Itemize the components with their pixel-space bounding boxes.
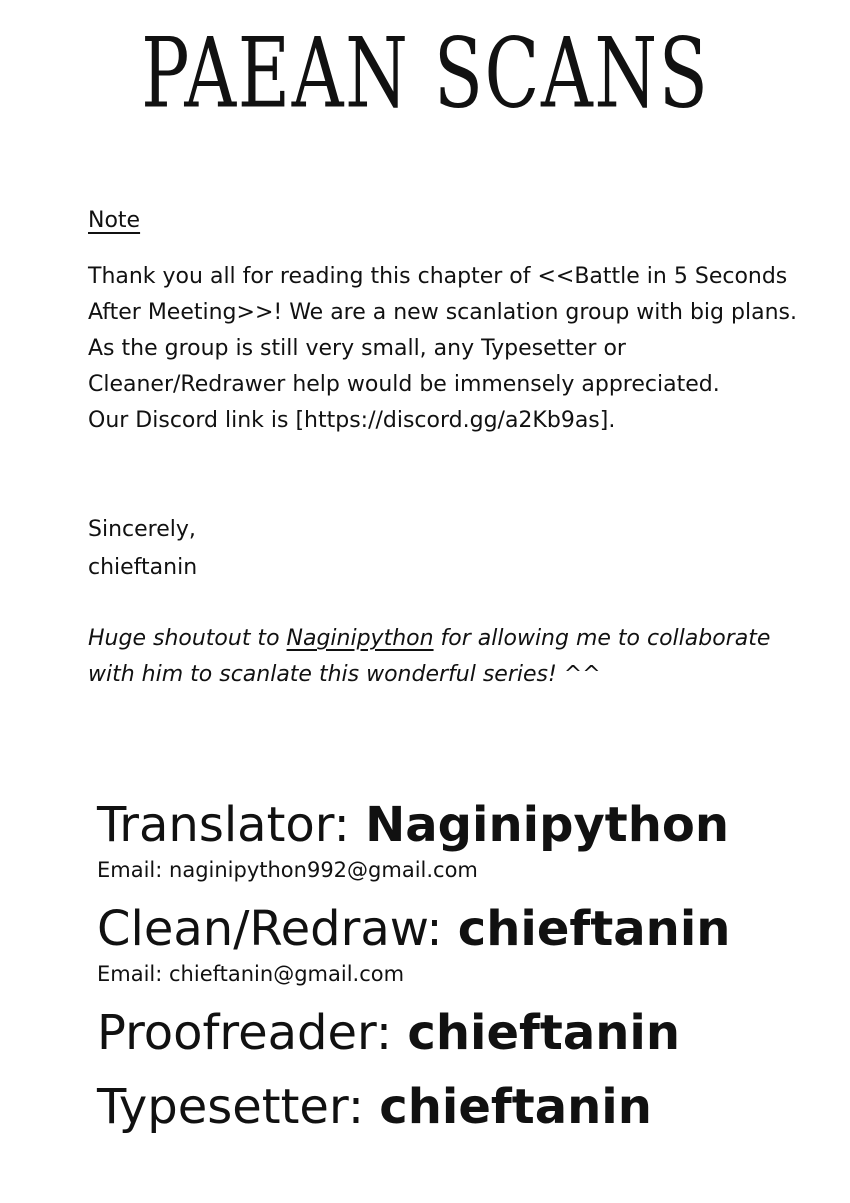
shoutout [88,621,770,693]
credit-proofreader [97,1003,730,1063]
credit-role-label: Typesetter: [97,1079,380,1135]
signoff-closing: Sincerely, [88,517,196,542]
credit-name: chieftanin [407,1005,681,1061]
shoutout-name: Naginipython [286,626,434,651]
note-line: Thank you all for reading this chapter of <<Battle in 5 Seconds [88,264,788,289]
credit-clean-redraw [97,899,730,959]
credit-email-clean: Email: chieftanin@gmail.com [97,962,405,986]
note-line: Cleaner/Redrawer help would be immensely appreciated. [88,372,720,397]
shoutout-prefix: Huge shoutout to [88,626,287,651]
credit-role-label: Translator: [97,797,366,853]
note-line: As the group is still very small, any Typesetter or [88,336,626,361]
credit-name: chieftanin [379,1079,652,1135]
note-line: After Meeting>>! We are a new scanlation group with big plans. [88,300,797,325]
credit-role-label: Clean/Redraw: [97,901,458,957]
credit-name: chieftanin [457,901,731,957]
credit-typesetter [97,1077,730,1137]
credit-role-label: Proofreader: [97,1005,408,1061]
shoutout-line-1 [88,621,770,657]
credit-name: Naginipython [365,797,730,853]
note-block [88,203,828,439]
credit-translator [97,795,730,855]
credit-email-translator: Email: naginipython992@gmail.com [97,858,478,882]
credits [97,795,730,1137]
shoutout-line-2: with him to scanlate this wonderful series! ^^ [88,662,601,687]
logo [0,17,850,130]
signoff-name: chieftanin [88,555,198,580]
shoutout-suffix: for allowing me to collaborate [433,626,771,651]
note-heading: Note [88,208,141,233]
logo-text: PAEAN SCANS [140,17,710,130]
note-line-discord[interactable]: Our Discord link is [https://discord.gg/a2Kb9as]. [88,408,616,433]
signoff [88,511,197,587]
